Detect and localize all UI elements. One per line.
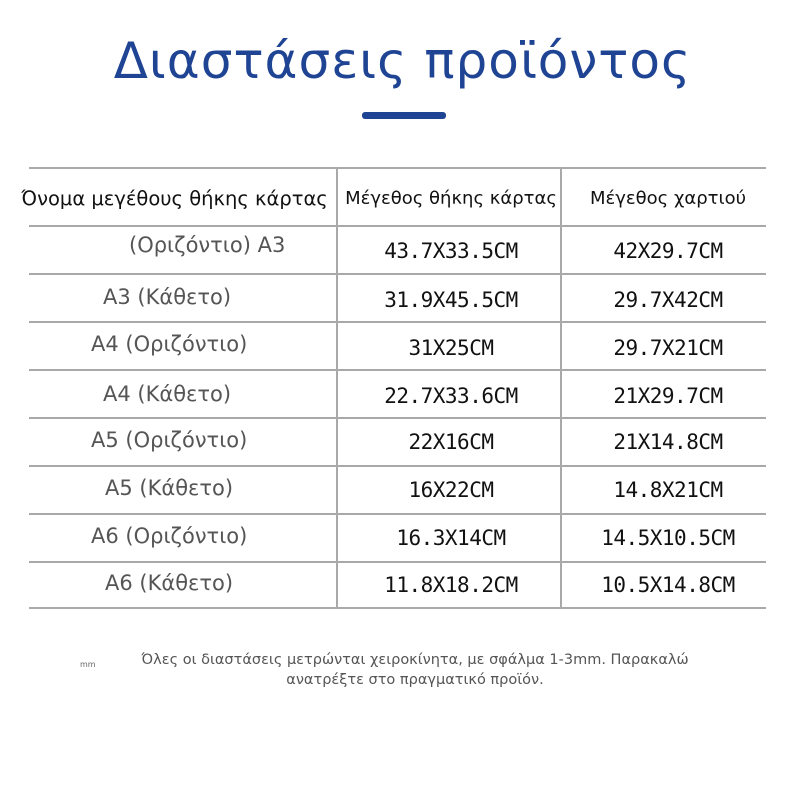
row-case-size: 31.9X45.5CM (384, 288, 518, 312)
title-underline (362, 112, 446, 119)
row-paper-size: 14.8X21CM (613, 478, 723, 502)
row-paper-size: 42X29.7CM (613, 239, 723, 263)
row-case-size: 22X16CM (408, 430, 494, 454)
row-size-name: A3 (Κάθετο) (103, 285, 232, 309)
row-size-name: A4 (Οριζόντιο) (91, 332, 248, 356)
row-size-name: (Οριζόντιο) A3 (129, 233, 286, 257)
row-paper-size: 21X29.7CM (613, 384, 723, 408)
page-title: Διαστάσεις προϊόντος (113, 32, 692, 90)
footnote-mark: mm (80, 660, 96, 669)
header-case-size: Μέγεθος θήκης κάρτας (345, 187, 557, 209)
row-size-name: A5 (Οριζόντιο) (91, 428, 248, 452)
row-paper-size: 29.7X42CM (613, 288, 723, 312)
row-size-name: A6 (Οριζόντιο) (91, 524, 248, 548)
row-paper-size: 29.7X21CM (613, 336, 723, 360)
row-case-size: 43.7X33.5CM (384, 239, 518, 263)
row-case-size: 16X22CM (408, 478, 494, 502)
table-rule (29, 167, 766, 169)
header-paper-size: Μέγεθος χαρτιού (590, 187, 746, 209)
row-paper-size: 14.5X10.5CM (601, 526, 735, 550)
row-size-name: A4 (Κάθετο) (103, 382, 232, 406)
row-case-size: 22.7X33.6CM (384, 384, 518, 408)
row-size-name: A6 (Κάθετο) (105, 571, 234, 595)
row-paper-size: 10.5X14.8CM (601, 573, 735, 597)
row-case-size: 11.8X18.2CM (384, 573, 518, 597)
header-size-name: Όνομα μεγέθους θήκης κάρτας (21, 186, 328, 210)
size-table (21, 167, 766, 609)
table-rule (29, 607, 766, 609)
row-size-name: A5 (Κάθετο) (105, 476, 234, 500)
footnote-text: Όλες οι διαστάσεις μετρώνται χειροκίνητα, με σφάλμα 1-3mm. Παρακαλώ ανατρέξτε στο πραγματικό προϊόν. (141, 652, 689, 688)
row-paper-size: 21X14.8CM (613, 430, 723, 454)
row-case-size: 31X25CM (408, 336, 494, 360)
row-case-size: 16.3X14CM (396, 526, 506, 550)
